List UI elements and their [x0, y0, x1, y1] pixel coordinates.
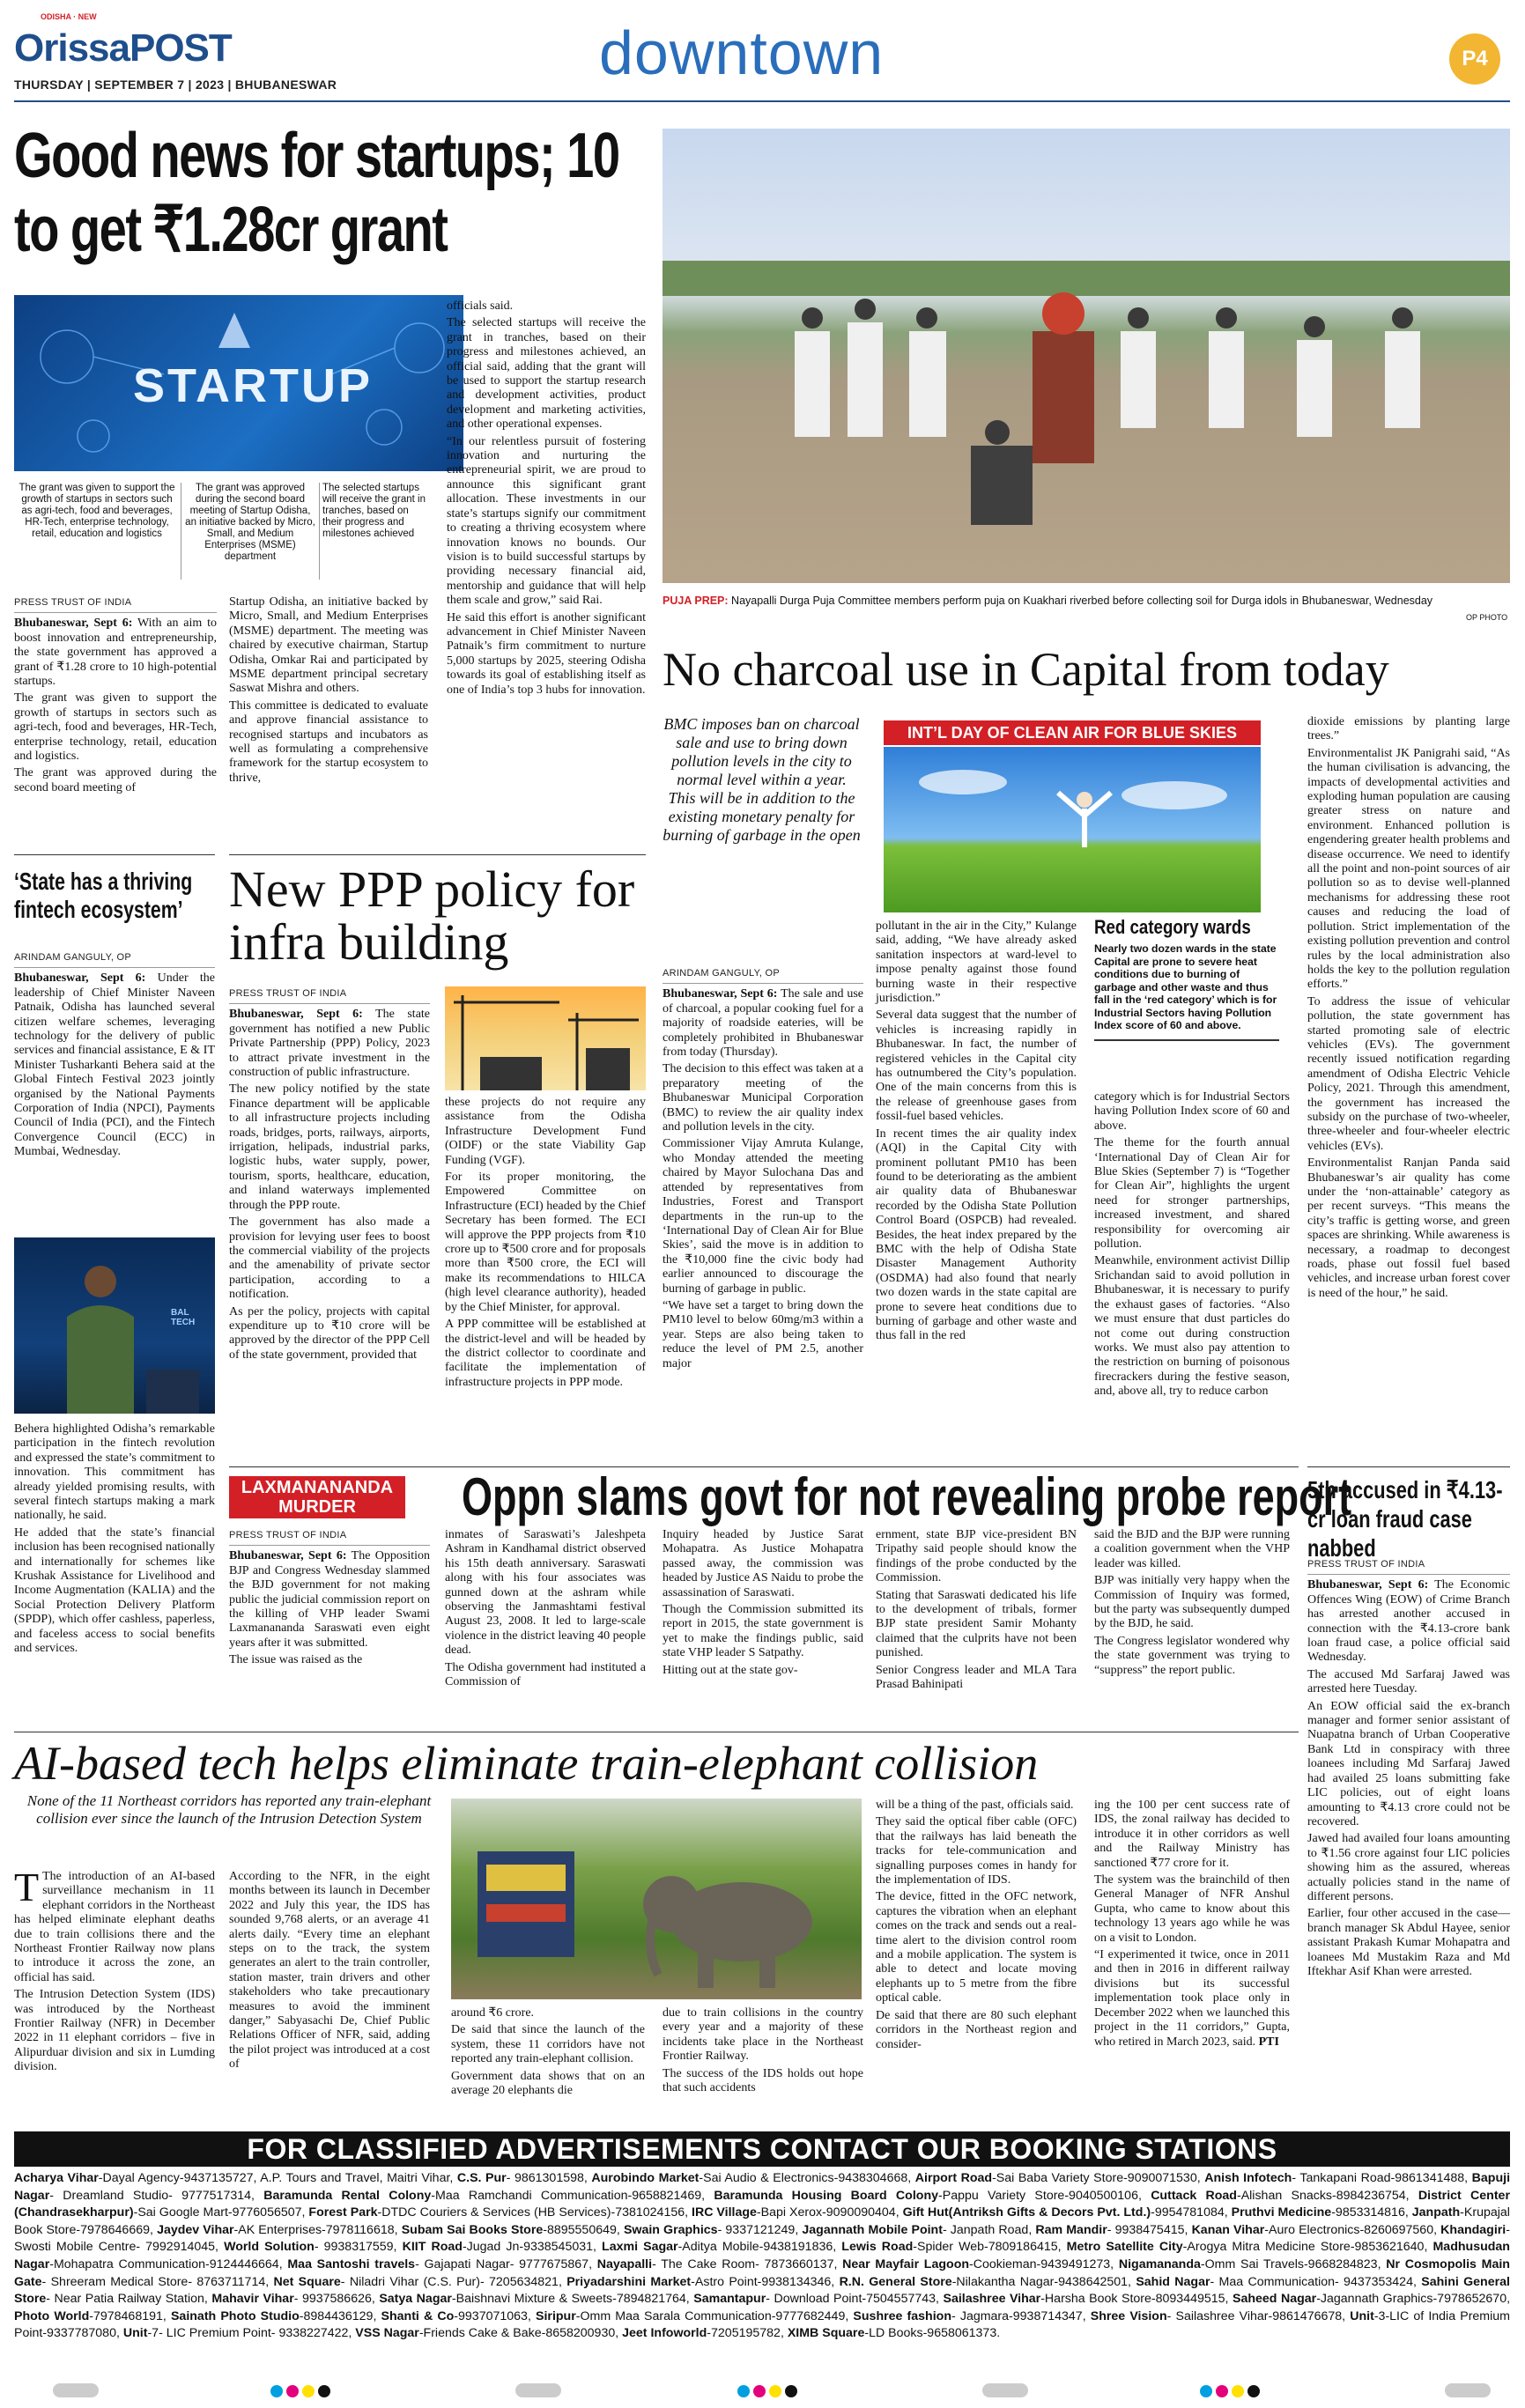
classified-body: Acharya Vihar-Dayal Agency-9437135727, A.P. Tours and Travel, Maitri Vihar, C.S. Pur- 9861301598, Aurobindo Market-Sai Audio & Electronics-9438304668, Airport Road-Sai Baba Variety Store-9090071530, Anish Infotech- Tankapani Road-9861341488, Bapuji Nagar- Dreamland Studio- 9777517314, Baramunda Rental Colony-Maa Ramchandi Communication-9658821469, Baramunda Housing Board Colony-Pappu Variety Store-9040500106, Cuttack Road-Alishan Snacks-8984236754, District Center (Chandrasekharpur)-Sai Google Mart-9776056507, Forest Park-DTDC Couriers & Services (HB Services)-7381024156, IRC Village-Bapi Xerox-9090090404, Gift Hut(Antriksh Gifts & Decors Pvt. Ltd.)-9954781084, Pruthvi Medicine-9853314816, Janpath-Krupajal Book Store-7978646669, Jaydev Vihar-AK Enterprises-7978116618, Subam Sai Books Store-8895550649, Swain Graphics- 9337121249, Jagannath Mobile Point- Janpath Road, Ram Mandir- 9938475415, Kanan Vihar-Auro Electronics-8260697560, Khandagiri- Swosti Mobile Centre- 7992914045, World Solution- 9938317559, KIIT Road-Jugad Jn-9338545031, Laxmi Sagar-Aditya Mobile-9438191836, Lewis Road-Spider Web-7809186415, Metro Satellite City-Arogya Mitra Medicine Store-9853621640, Madhusudan Nagar-Mohapatra Communication-9124446664, Maa Santoshi travels- Gajapati Nagar- 9777675867, Nayapalli- The Cake Room- 7873660137, Near Mayfair Lagoon-Cookieman-9439491273, Nigamananda-Omm Sai Travels-9668284823, Nr Cosmopolis Main Gate- Shreeram Medical Store- 8763711714, Net Square- Niladri Vihar (C.S. Pur)- 7205634821, Priyadarshini Market-Astro Point-9938134346, R.N. General Store-Nilakantha Nagar-9438642501, Sahid Nagar- Maa Communication- 9437353424, Sahini General Store- Near Patia Railway Station, Mahavir Vihar- 9937586626, Satya Nagar-Baishnavi Mixture & Sweets-7894821764, Samantapur- Download Point-7504557743, Sailashree Vihar-Harsha Book Store-8093449515, Saheed Nagar-Jagannath Graphics-7978652670, Photo World-7978468191, Sainath Photo Studio-8984436129, Shanti & Co-9937071063, Siripur-Omm Maa Sarala Communication-9777682449, Sushree fashion- Jagmara-9938714347, Shree Vision- Sailashree Vihar-9861476678, Unit-3-LIC of India Premium Point-9337787080, Unit-7- LIC Premium Point- 9338227422, VSS Nagar-Friends Cake & Bake-8658200930, Jeet Infoworld-7205195782, XIMB Square-LD Books-9658061373.	[14, 2171, 1510, 2341]
puja-photo-graphic	[663, 129, 1510, 583]
masthead-rule	[14, 100, 1510, 102]
masthead-dateline: THURSDAY | SEPTEMBER 7 | 2023 | BHUBANESWAR	[14, 78, 337, 92]
puja-caption-label: PUJA PREP:	[663, 595, 729, 607]
registration-mark	[982, 2383, 1028, 2397]
fintech-photo: BAL TECH	[14, 1237, 215, 1414]
red-category-head: Red category wards	[1094, 916, 1251, 938]
charcoal-col-1: ARINDAM GANGULY, OP Bhubaneswar, Sept 6: The sale and use of charcoal, a popular cooking fuel for a majority of roadside eateries, will be completely prohibited in Bhubaneswar from today (Thursday). The decision to this effect was taken at a preparatory meeting of the Bhubaneswar Municipal Corporation (BMC) to review the air quality index and pollution levels in the city. Commissioner Vijay Amruta Kulange, who Monday attended the meeting chaired by Mayor Sulochana Das and attended by representatives from Industries, Forest and Transport departments in the run-up to the ‘International Day of Clean Air for Blue Skies’, said the move is in addition to the ₹10,000 fine the civic body had earlier announced to discourage the burning of garbage in public. “We have set a target to bring down the PM10 level to below 60mg/m3 within a year. Steps are also being taken to reduce the level of PM 2.5, another major	[663, 968, 864, 1370]
startup-callout-2: The grant was approved during the second board meeting of Startup Odisha, an initiative backed by Micro, Small, and Medium Enterprises (MSME) department	[185, 483, 315, 562]
charcoal-kicker: BMC imposes ban on charcoal sale and use to bring down pollution levels in the city to normal level within a year. This will be in addition to the existing monetary penalty for burning of garbage in the open	[663, 715, 861, 844]
probe-col-2: inmates of Saraswati’s Jaleshpeta Ashram in Kandhamal district observed his 15th death anniversary. Saraswati along with his four associates was gunned down at the ashram while observing the Janmashtami festival August 23, 2008. It led to large-scale violence in the district leaving 40 people dead. The Odisha government had instituted a Commission of	[445, 1528, 646, 1689]
puja-photo-credit: OP PHOTO	[1466, 613, 1508, 622]
elephant-col-4: due to train collisions in the country every year and a majority of these incidents take place in the Northeast Frontier Railway. The success of the IDS holds out hope that such accidents	[663, 2006, 863, 2095]
charcoal-col-4: dioxide emissions by planting large trees.” Environmentalist JK Panigrahi said, “As the human civilisation is advancing, the impacts of developmental activities and exploding human population are causing greater stress on nature and environment. Enhanced pollution is engendering greater health problems and disease occurrence. We need to identify all the point and non-point sources of air pollution so as to devise well-planned mechanisms for addressing these root causes and reducing the load of pollution. Strict implementation of the existing pollution prevention and control rules by the local administration also holds the key to the pollution regulation efforts.” To address the issue of vehicular pollution, the state government has started promoting sale of electric vehicles (EVs). The government recently issued notification regarding amendment of Odisha Electric Vehicle Policy, 2021. Through this amendment, the government has increased the subsidy on the purchase of two-wheeler, three-wheeler and four-wheeler electric vehicles (EVs). Environmentalist Ranjan Panda said Bhubaneswar’s air quality has come under the ‘non-attainable’ category as per recent surveys. “This means the city’s traffic is getting worse, and green spaces are shrinking. While awareness is necessary, a roadmap to decongest roads, phase out fossil fuel based vehicles, and increase urban forest cover is need of the hour,” he said.	[1307, 715, 1510, 1300]
sky-field-graphic	[884, 747, 1261, 912]
ppp-headline: New PPP policy for infra building	[229, 861, 635, 971]
color-dots	[269, 2384, 332, 2401]
charcoal-headline: No charcoal use in Capital from today	[663, 643, 1389, 696]
drop-cap: T	[14, 1865, 40, 1909]
startup-callout-3: The selected startups will receive the grant in tranches, based on their progress and milestones achieved	[322, 483, 426, 539]
elephant-kicker: None of the 11 Northeast corridors has reported any train-elephant collision ever since the launch of the Intrusion Detection System	[26, 1792, 432, 1827]
color-dots	[1198, 2384, 1262, 2401]
registration-mark	[1445, 2383, 1491, 2397]
loan-byline: PRESS TRUST OF INDIA	[1307, 1557, 1510, 1575]
startup-col-2: Startup Odisha, an initiative backed by Micro, Small, and Medium Enterprises (MSME) department. The meeting was chaired by executive chairman, Startup Odisha, Omkar Rai and participated by MSME department principal secretary Saswat Mishra and others. This committee is dedicated to evaluate and approve financial assistance to recognised startups and incubators as well as formulating a comprehensive framework for the startup ecosystem to thrive,	[229, 595, 428, 785]
charcoal-byline: ARINDAM GANGULY, OP	[663, 966, 863, 984]
startup-image-text: STARTUP	[133, 359, 373, 412]
charcoal-col-3: category which is for Industrial Sectors having Pollution Index score of 60 and above. The theme for the fourth annual ‘International Day of Clean Air for Blue Skies (September 7) is “Together for Clean Air”, highlights the urgent need for stronger partnerships, increased investment, and shared responsibility for overcoming air pollution. Meanwhile, environment activist Dillip Srichandan said to avoid pollution in Bhubaneswar, it is necessary to purify the exhaust gases of factories. “Also we must ensure that dust particles do not come out during construction works. We must also pay attention to the restriction on burning of poisonous firecrackers during the festive season, and, above all, try to reduce carbon	[1094, 1090, 1290, 1399]
probe-headline: Oppn slams govt for not revealing probe report	[462, 1467, 1352, 1526]
page-number-badge: P4	[1449, 33, 1500, 85]
startup-callout-1: The grant was given to support the growth of startups in sectors such as agri-tech, food and beverages, HR-Tech, enterprise technology, retail, education and logistics	[19, 483, 175, 539]
section-title: downtown	[599, 18, 885, 87]
probe-byline: PRESS TRUST OF INDIA	[229, 1528, 430, 1546]
logo-small: ODISHA · NEW	[41, 12, 97, 21]
ppp-image	[445, 986, 646, 1090]
classified-header: FOR CLASSIFIED ADVERTISEMENTS CONTACT OUR BOOKING STATIONS	[14, 2131, 1510, 2167]
color-dots	[736, 2384, 799, 2401]
ppp-byline: PRESS TRUST OF INDIA	[229, 986, 430, 1004]
fintech-col: ARINDAM GANGULY, OP Bhubaneswar, Sept 6: Under the leadership of Chief Minister Naveen Patnaik, Odisha has launched several citizen welfare schemes, leveraging technology for the delivery of public services and financial assistance, E & IT Minister Tusharkanti Behera said at the Global Fintech Festival 2023 jointly organised by the National Payments Corporation of India (NPCI), Payments Council of India (PCI), and the Fintech Convergence Council (ECC) in Mumbai, Wednesday.	[14, 952, 216, 1159]
probe-col-3: Inquiry headed by Justice Sarat Mohapatra. As Justice Mohapatra passed away, the commission was headed by Justice AS Naidu to probe the assassination of Saraswati. Though the Commission submitted its report in 2015, the state government is yet to make the findings public, said state VHP leader S Satpathy. Hitting out at the state gov-	[663, 1528, 863, 1677]
charcoal-col-2: pollutant in the air in the City,” Kulange said, adding, “We have already asked sanitation inspectors at ward-level to impose penalty against those found burning waste in their respective jurisdiction.” Several data suggest that the number of vehicles is increasing rapidly in Bhubaneswar. In fact, the number of registered vehicles in the Capital city has outnumbered the City’s population. One of the main concerns from this is the release of greenhouse gases from fossil-fuel based vehicles. In recent times the air quality index (AQI) in the Capital City with prominent pollutant PM10 has been found to be deteriorating as the ambient air quality data of Bhubaneswar recorded by the Odisha State Pollution Control Board (OSPCB) had revealed. Besides, the heat index prepared by the BMC with the help of Odisha State Disaster Management Authority (OSDMA) had also found that nearly two dozen wards in the state capital are prone to severe heat conditions due to burning of garbage and other waste and thus fall in the red	[876, 920, 1077, 1343]
red-category-box: Red category wards Nearly two dozen wards in the state Capital are prone to severe heat conditions due to burning of garbage and other waste and thus fall in the ‘red category’ which is for Industrial Sectors having Pollution Index score of 60 and above.	[1094, 916, 1279, 1041]
fintech-byline: ARINDAM GANGULY, OP	[14, 950, 215, 968]
elephant-photo	[451, 1799, 862, 1999]
masthead	[0, 0, 1525, 101]
registration-mark	[515, 2383, 561, 2397]
elephant-col-5: will be a thing of the past, officials said. They said the optical fiber cable (OFC) that the railways has laid beneath the tracks for tele-communication and signalling purposes comes in handy for the implementation of IDS. The device, fitted in the OFC network, captures the vibration when an elephant comes on the track and sends out a real-time alert to the division control room and a mobile application. The system is able to detect and locate moving elephants up to 5 metre from the fibre optical cable. De said that there are 80 such elephant corridors in the Northeast region and consider-	[876, 1799, 1077, 2051]
fintech-col-cont: Behera highlighted Odisha’s remarkable participation in the fintech revolution and expressed the state’s commitment to innovation. This commitment has already yielded promising results, with several fintech startups making a mark nationally, he said. He added that the state’s financial inclusion has been recognised nationally and internationally for schemes like Krushak Assistance for Livelihood and Income Augmentation (KALIA) and the Social Protection Delivery Platform (SPDP), which offer cashless, paperless, and faceless access to social benefits and services.	[14, 1422, 215, 1656]
elephant-col-6: ing the 100 per cent success rate of IDS, the zonal railway has decided to introduce it in other corridors as well and the Railway Ministry has sanctioned ₹77 crore for it. The system was the brainchild of then General Manager of NFR Anshul Gupta, who came to know about this technology 13 years ago while he was on a visit to London. “I experimented it twice, once in 2011 and then in 2016 in different railway divisions but its successful implementation took place only in December 2022 when we launched this project in the 11 corridors,” Gupta, who retired in March 2023, said. PTI	[1094, 1799, 1290, 2049]
clean-air-banner: INT’L DAY OF CLEAN AIR FOR BLUE SKIES	[884, 720, 1261, 745]
startup-byline: PRESS TRUST OF INDIA	[14, 595, 217, 613]
train-elephant-graphic	[451, 1799, 862, 1999]
startup-col-1: PRESS TRUST OF INDIA Bhubaneswar, Sept 6: With an aim to boost innovation and entrepreneurship, the state government has approved a grant of ₹1.28 crore to 10 high-potential startups. The grant was given to support the growth of startups in sectors such as agri-tech, food and beverages, HR-Tech, enterprise technology, retail, education and logistics. The grant was approved during the second board meeting of	[14, 597, 218, 794]
loan-headline: 5th accused in ₹4.13-cr loan fraud case nabbed	[1307, 1476, 1503, 1562]
clean-air-photo	[884, 747, 1261, 912]
loan-col: PRESS TRUST OF INDIA Bhubaneswar, Sept 6: The Economic Offences Wing (EOW) of Crime Branch has arrested another accused in connection with the ₹4.13-crore bank loan fraud case, a police official said Wednesday. The accused Md Sarfaraj Jawed was arrested here Tuesday. An EOW official said the ex-branch manager and former senior assistant of Nuapatna branch of Urban Cooperative Bank Ltd in conspiracy with three loanees including Md Sarfaraj Jawed had availed 25 loans submitting fake LIC policies, out of eight loans amounting to ₹4.13 crore could not be recovered. Jawed had availed four loans amounting to ₹1.56 crore against four LIC policies showing him as the assured, whereas actually policies stand in the name of different persons. Earlier, four other accused in the case—branch manager Sk Abdul Hayee, senior assistant Prakash Kumar Mohapatra and loanees Md Mustakim Raza and Md Iftekhar Asif Khan were arrested.	[1307, 1559, 1511, 1978]
construction-graphic	[445, 986, 646, 1090]
probe-col-4: ernment, state BJP vice-president BN Tripathy said people should know the findings of the probe conducted by the Commission. Stating that Saraswati dedicated his life to the development of tribals, former BJP state president Samir Mohanty claimed that the culprits have not been punished. Senior Congress leader and MLA Tara Prasad Bahinipati	[876, 1528, 1077, 1692]
ppp-col-1: PRESS TRUST OF INDIA Bhubaneswar, Sept 6: The state government has notified a new Public Private Partnership (PPP) Policy, 2023 to attract private investment in the construction of public infrastructure. The new policy notified by the state Finance department will be applicable to all infrastructure projects including roads, bridges, ports, railways, airports, irrigation, helipads, industrial parks, logistic hubs, water supply, power, tourism, sports, healthcare, education, and inland waterways implemented through the PPP route. The government has also made a provision for levying user fees to boost the commercial viability of the projects and the amenability of private sector participation, according to a notification. As per the policy, projects with capital expenditure up to ₹10 crore will be approved by the director of the PPP Cell of the state government, provided that	[229, 988, 431, 1362]
ppp-col-2: these projects do not require any assistance from the Odisha Infrastructure Development Fund (OIDF) or the state Viability Gap Funding (VGF). For its proper monitoring, the Empowered Committee on Infrastructure (ECI) headed by the Chief Secretary has been formed. The ECI will approve the PPP projects from ₹10 crore up to ₹500 crore and for proposals more than ₹500 crore, the ECI will make its recommendations to HILCA (high level clearance authority), headed by the Chief Minister, for approval. A PPP committee will be established at the district-level and will be headed by the district collector to coordinate and facilitate the implementation of infrastructure projects in PPP mode.	[445, 1096, 646, 1389]
elephant-col-2: According to the NFR, in the eight months between its launch in December 2022 and July this year, the IDS has sounded 9,768 alerts, or an average 41 alerts daily. “Every time an elephant steps on to the track, the system generates an alert to the train controller, station master, train drivers and other stakeholders who take precautionary measures to avoid the imminent danger,” Sabyasachi De, Chief Public Relations Officer of NFR, said, adding the pilot project was introduced at a cost of	[229, 1870, 430, 2072]
puja-caption: PUJA PREP: Nayapalli Durga Puja Committee members perform puja on Kuakhari riverbed before collecting soil for Durga idols in Bhubaneswar, Wednesday	[663, 595, 1433, 607]
startup-headline: Good news for startups; 10 to get ₹1.28cr grant	[14, 121, 619, 265]
probe-tag: LAXMANANANDA MURDER	[229, 1476, 405, 1518]
fintech-headline: ‘State has a thriving fintech ecosystem’	[14, 868, 193, 923]
elephant-headline: AI-based tech helps eliminate train-elephant collision	[14, 1737, 1039, 1790]
startup-image	[14, 295, 463, 471]
startup-col-3: officials said. The selected startups will receive the grant in tranches, based on their progress and milestones achieved, an official said, adding that the grant will be used to support the startup research and development activities, product development and marketing activities, and other operational expenses. “In our relentless pursuit of fostering innovation and nurturing the entrepreneurial spirit, we are proud to announce this significant grant allocation. These investments in our state’s startups signify our commitment to creating a thriving ecosystem where innovation knows no bounds. Our vision is to build successful startups by providing necessary financial aid, mentorship and guidance that will help them scale and grow,” said Rai. He said this effort is another significant advancement in Chief Minister Naveen Patnaik’s firm commitment to nurture 5,000 startups by 2025, steering Odisha towards its goal of establishing itself as one of India’s top 3 hubs for innovation.	[447, 299, 646, 697]
puja-photo	[663, 129, 1510, 583]
probe-col-1: PRESS TRUST OF INDIA Bhubaneswar, Sept 6: The Opposition BJP and Congress Wednesday slammed the BJD government for not making public the judicial commission report on the killing of VHP leader Swami Laxmanananda Saraswati even eight years after it was submitted. The issue was raised as the	[229, 1530, 431, 1667]
elephant-col-1: T The introduction of an AI-based surveillance mechanism in 11 elephant corridors in the Northeast has helped eliminate elephant deaths due to train collisions there and the Northeast Frontier Railway now plans to introduce it across the zone, an official has said. The Intrusion Detection System (IDS) was introduced by the Northeast Frontier Railway (NFR) in December 2022 in 11 elephant corridors – five in Alipurduar division and six in Lumding division.	[14, 1865, 215, 2074]
masthead-logo: OrissaPOST	[14, 26, 232, 70]
probe-col-5: said the BJD and the BJP were running a coalition government when the VHP leader was killed. BJP was initially very happy when the Commission of Inquiry was formed, but the party was subsequently dumped by the BJD, he said. The Congress legislator wondered why the state government was trying to “suppress” the report public.	[1094, 1528, 1290, 1677]
registration-mark	[53, 2383, 99, 2397]
elephant-col-3: around ₹6 crore. De said that since the launch of the system, these 11 corridors have not reported any train-elephant collision. Government data shows that on an average 20 elephants die	[451, 2006, 645, 2098]
